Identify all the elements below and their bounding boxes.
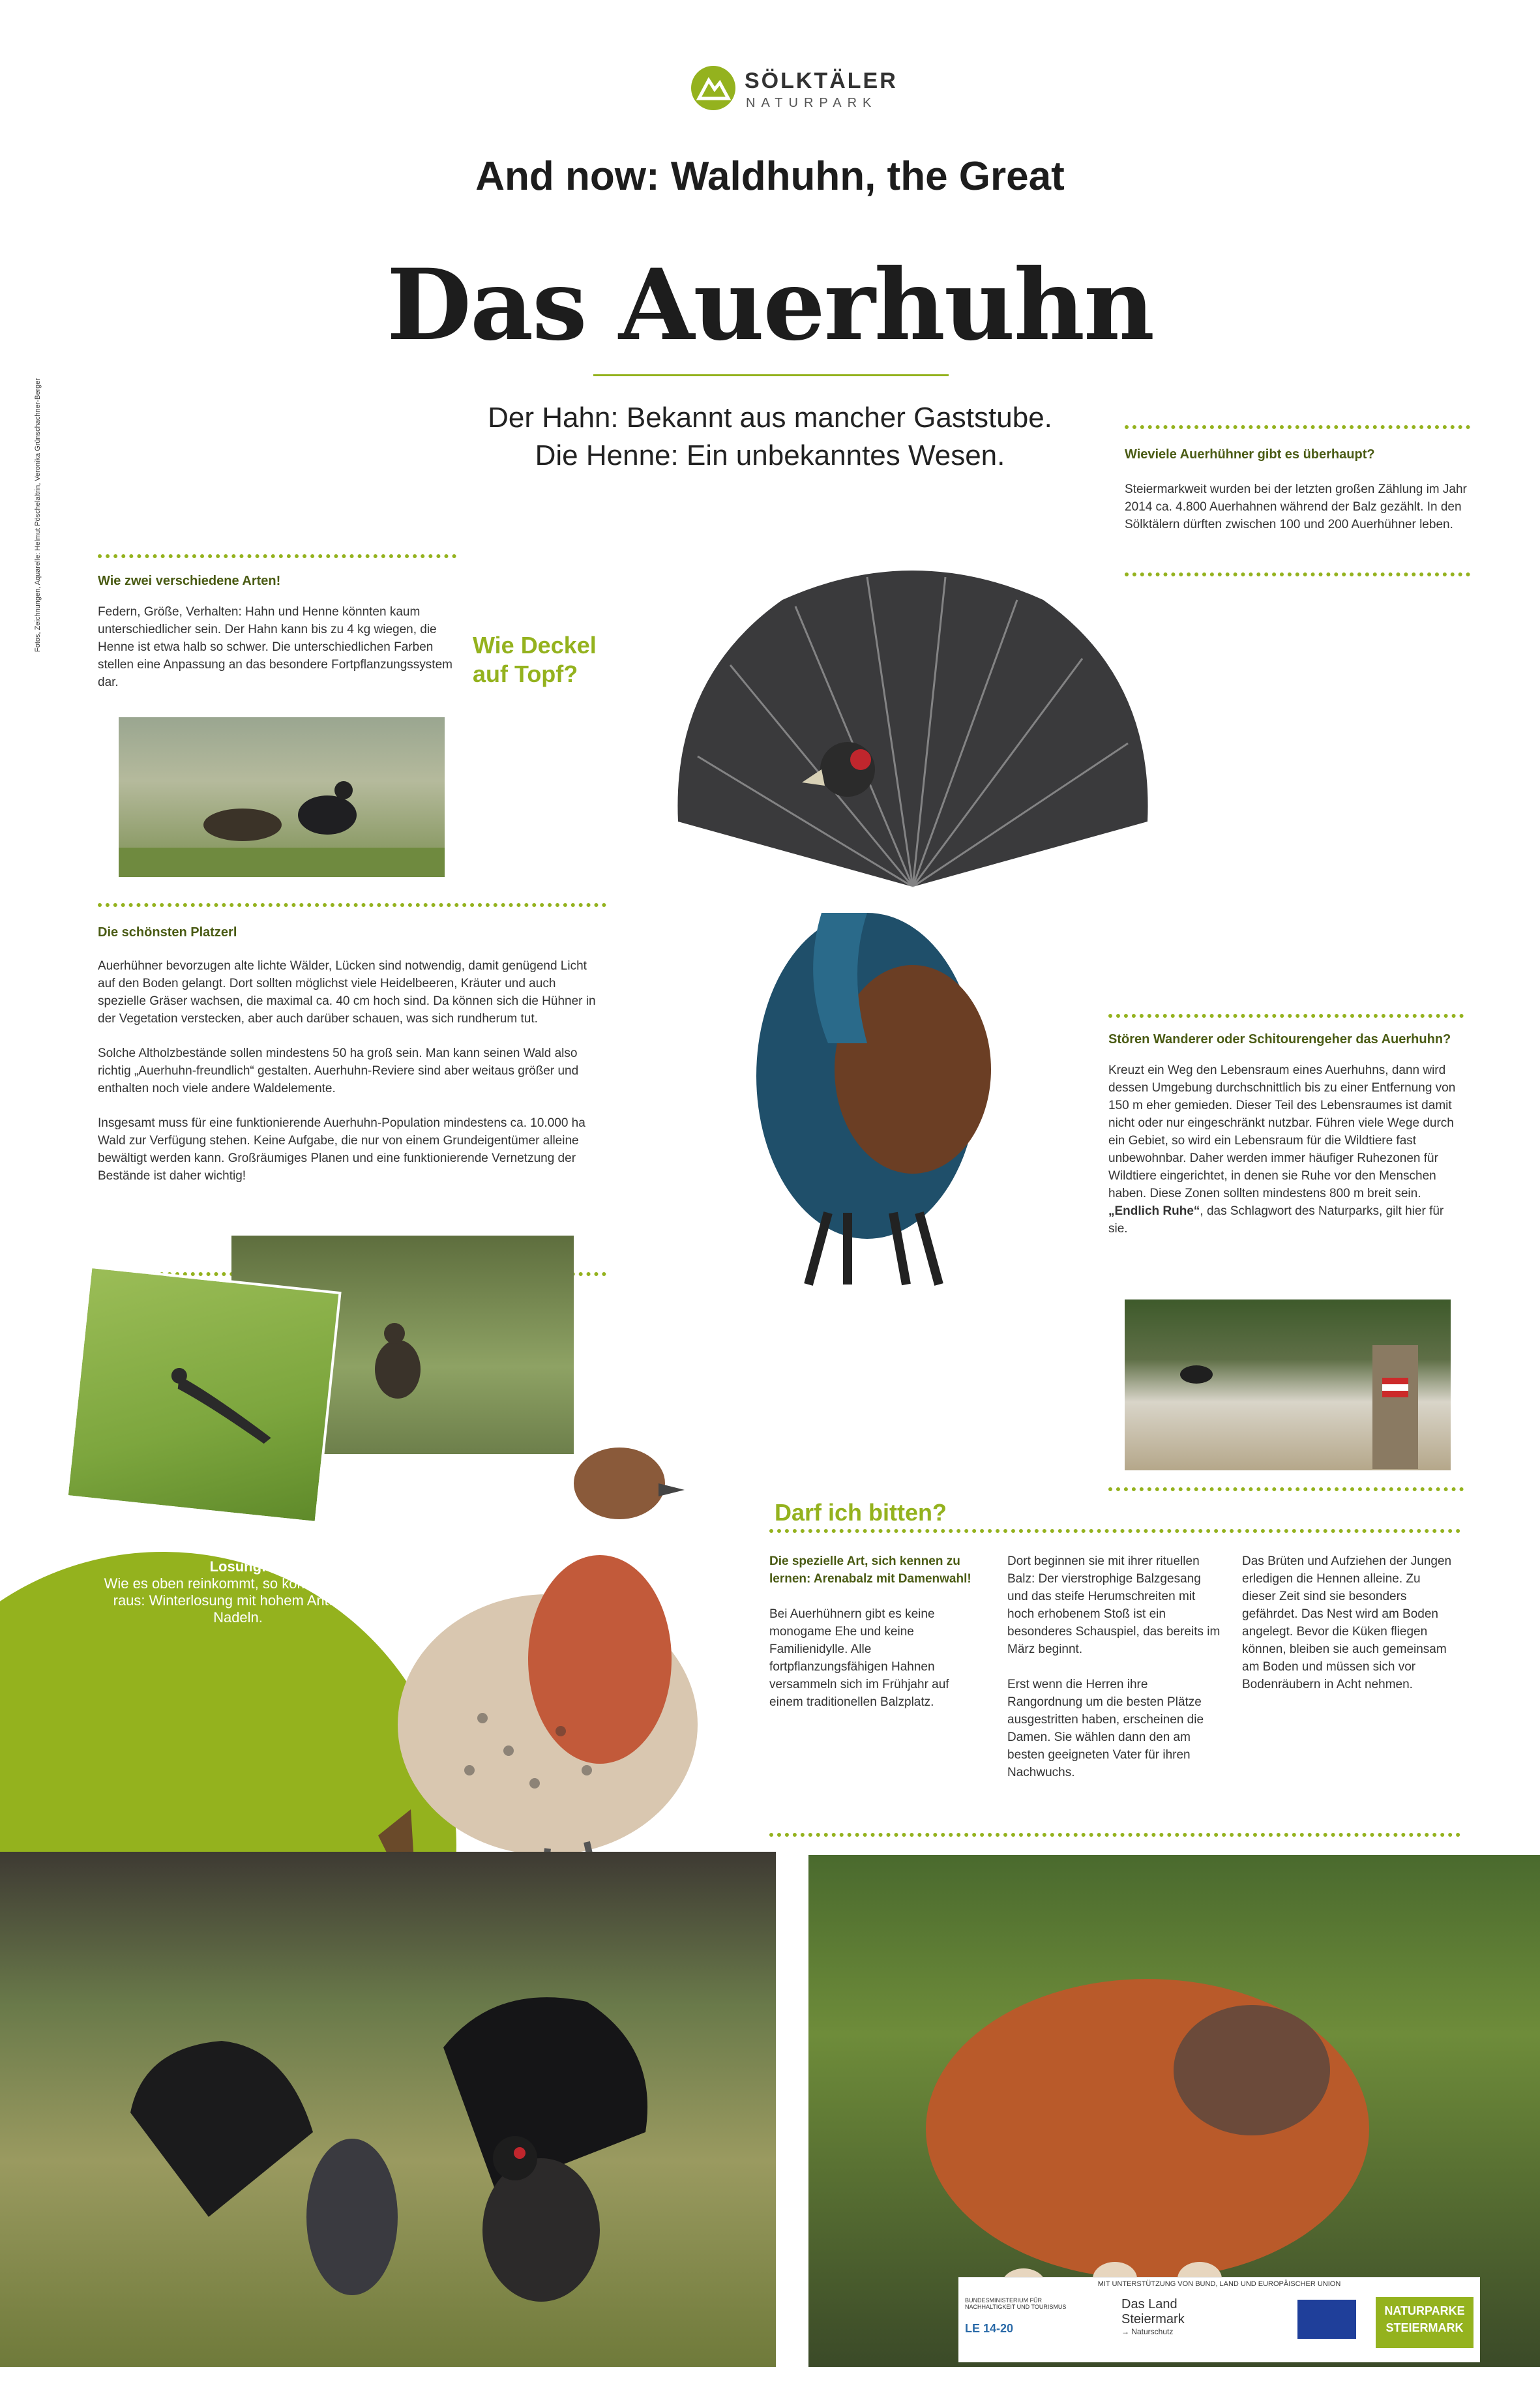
sponsor-union-label: MIT UNTERSTÜTZUNG VON BUND, LAND UND EUROPÄISCHER UNION [1097, 2280, 1341, 2288]
deckel-line-1: Wie Deckel [473, 632, 597, 659]
land-line-3: → Naturschutz [1121, 2327, 1174, 2336]
mountain-logo-icon [691, 66, 735, 110]
title-divider [593, 374, 949, 376]
courtship-col-2 [1007, 1552, 1222, 1781]
subtitle-line-2: Die Henne: Ein unbekanntes Wesen. [535, 439, 1005, 471]
losung-text-block [91, 1558, 385, 1626]
box-disturbance-text-main: Kreuzt ein Weg den Lebensraum eines Auerhuhns, dann wird dessen Umgebung durchschnittlich bis zu einer Entfernung von 150 m eher gemieden. Dieser Teil des Lebensraumes ist damit nicht oder nur eingeschränkt nutzbar. Führen viele Wege durch ein Gebiet, so wird ein Lebensraum für die Wildtiere fast unbewohnbar. Daher werden immer häufiger Ruhezonen für Wildtiere eingerichtet, in denen sie Ruhe vor den Menschen haben. Diese Zonen sollten mindestens 800 m breit sein. [1108, 1063, 1456, 1200]
box-population-text: Steiermarkweit wurden bei der letzten großen Zählung im Jahr 2014 ca. 4.800 Auerhahnen während der Balz gezählt. In den Sölktälern dürften zwischen 100 und 200 Auerhühner leben. [1125, 483, 1467, 531]
photo-meadow-hen [65, 1266, 341, 1524]
courtship-col-2-p2: Erst wenn die Herren ihre Rangordnung um die besten Plätze ausgestritten haben, erscheinen die Damen. Sie wählen dann den am besten geeigneten Vater für ihren Nachwuchs. [1007, 1678, 1204, 1779]
land-line-1: Das Land [1121, 2297, 1177, 2311]
box-disturbance-text [1108, 1062, 1464, 1238]
box-population-count [1125, 425, 1470, 576]
box-habitat-p2: Solche Altholzbestände sollen mindestens 50 ha groß sein. Man kann seinen Wald also richtig „Auerhuhn-freundlich“ gestalten. Auerhuhn-Reviere sind aber weitaus größer und enthalten noch viele andere Waldelemente. [98, 1047, 579, 1095]
courtship-col-2-p1: Dort beginnen sie mit ihrer rituellen Balz: Der vierstrophige Balzgesang und das steife Herumschreiten mit hoch erhobenem Stoß ist ein besonderes Schauspiel, das bereits im März beginnt. [1007, 1554, 1221, 1656]
land-line-2: Steiermark [1121, 2312, 1185, 2326]
box-disturbance-text-end: , das Schlagwort des Naturparks, gilt hier für sie. [1108, 1204, 1444, 1236]
box-species-text: Federn, Größe, Verhalten: Hahn und Henne könnten kaum unterschiedlicher sein. Der Hahn kann bis zu 4 kg wiegen, die Henne ist etwa halb so schwer. Die unterschiedlichen Farben stellen eine Anpassung an das besondere Fortpflanzungssystem dar. [98, 605, 452, 689]
kicker-heading: And now: Waldhuhn, the Great [475, 154, 1065, 199]
eu-flag-icon [1297, 2300, 1356, 2339]
losung-title: Losung: [209, 1558, 267, 1575]
capercaillie-cock-illustration [652, 548, 1174, 1317]
sponsor-naturparke [1376, 2297, 1473, 2348]
subtitle-line-1: Der Hahn: Bekannt aus mancher Gaststube. [488, 402, 1052, 434]
page-title: Das Auerhuhn [386, 248, 1154, 363]
sponsor-land-steiermark [1121, 2297, 1226, 2362]
box-population-title: Wieviele Auerhühner gibt es überhaupt? [1125, 447, 1375, 462]
logo-name: SÖLKTÄLER [745, 68, 898, 93]
logo-subtitle: NATURPARK [746, 96, 878, 110]
naturparke-line-2: STEIERMARK [1385, 2321, 1464, 2334]
ministry-label: BUNDESMINISTERIUM FÜR NACHHALTIGKEIT UND TOURISMUS [965, 2297, 1067, 2310]
sponsor-logos [958, 2277, 1480, 2362]
deckel-heading [473, 631, 597, 689]
courtship-col-3-text: Das Brüten und Aufziehen der Jungen erledigen die Hennen alleine. Zu dieser Zeit sind sie besonders gefährdet. Das Nest wird am Boden angelegt. Bevor die Küken fliegen können, bleiben sie auch gemeinsam am Boden und müssen sich vor Bodenräubern in Acht nehmen. [1242, 1554, 1452, 1691]
courtship-col-3 [1242, 1552, 1457, 1693]
courtship-col-1-title: Die spezielle Art, sich kennen zu lernen: Arenabalz mit Damenwahl! [769, 1554, 971, 1586]
sponsor-ministry [965, 2297, 1069, 2362]
naturpark-logo [691, 62, 900, 127]
box-courtship [769, 1529, 1460, 1837]
box-habitat-p1: Auerhühner bevorzugen alte lichte Wälder, Lücken sind notwendig, damit genügend Licht auf den Boden gelangt. Dort sollten möglichst viele Heidelbeeren, Kräuter und auch spezielle Gräser wachsen, die maximal ca. 40 cm hoch sind. Da können sich die Hühner in der Vegetation verstecken, aber auch darüber schauen, was sich rundherum tut. [98, 959, 596, 1026]
courtship-col-1-text: Bei Auerhühnern gibt es keine monogame Ehe und keine Familienidylle. Alle fortpflanzungsfähigen Hahnen versammeln sich im Frühjahr auf einem traditionellen Balzplatz. [769, 1607, 949, 1709]
box-disturbance-slogan: „Endlich Ruhe“ [1108, 1204, 1200, 1218]
courtship-col-1 [769, 1552, 985, 1711]
darf-heading: Darf ich bitten? [775, 1499, 947, 1526]
le-label: LE 14-20 [965, 2322, 1014, 2335]
photo-trail-marker [1125, 1299, 1451, 1470]
photo-credit: Fotos, Zeichnungen, Aquarelle: Helmut Pöschelaltrin, Veronika Grünschachner-Berger [34, 378, 42, 652]
box-species-title: Wie zwei verschiedene Arten! [98, 574, 281, 588]
box-habitat [98, 903, 606, 1276]
box-habitat-title: Die schönsten Platzerl [98, 925, 237, 940]
photo-lekking-cocks [0, 1852, 776, 2367]
losung-text: Wie es oben reinkommt, so kommts unten raus: Winterlosung mit hohem Anteil an Nadeln. [104, 1575, 372, 1626]
box-disturbance-title: Stören Wanderer oder Schitourengeher das Auerhuhn? [1108, 1032, 1451, 1047]
naturparke-line-1: NATURPARKE [1384, 2304, 1465, 2317]
deckel-line-2: auf Topf? [473, 661, 578, 687]
box-habitat-p3: Insgesamt muss für eine funktionierende Auerhuhn-Population mindestens ca. 10.000 ha Wald zur Verfügung stehen. Keine Aufgabe, die nur von einem Grundeigentümer alleine bewältigt werden kann. Großräumiges Planen und eine funktionierende Vernetzung der Bestände ist daher wichtig! [98, 1116, 585, 1183]
photo-pair-meadow [119, 717, 445, 877]
